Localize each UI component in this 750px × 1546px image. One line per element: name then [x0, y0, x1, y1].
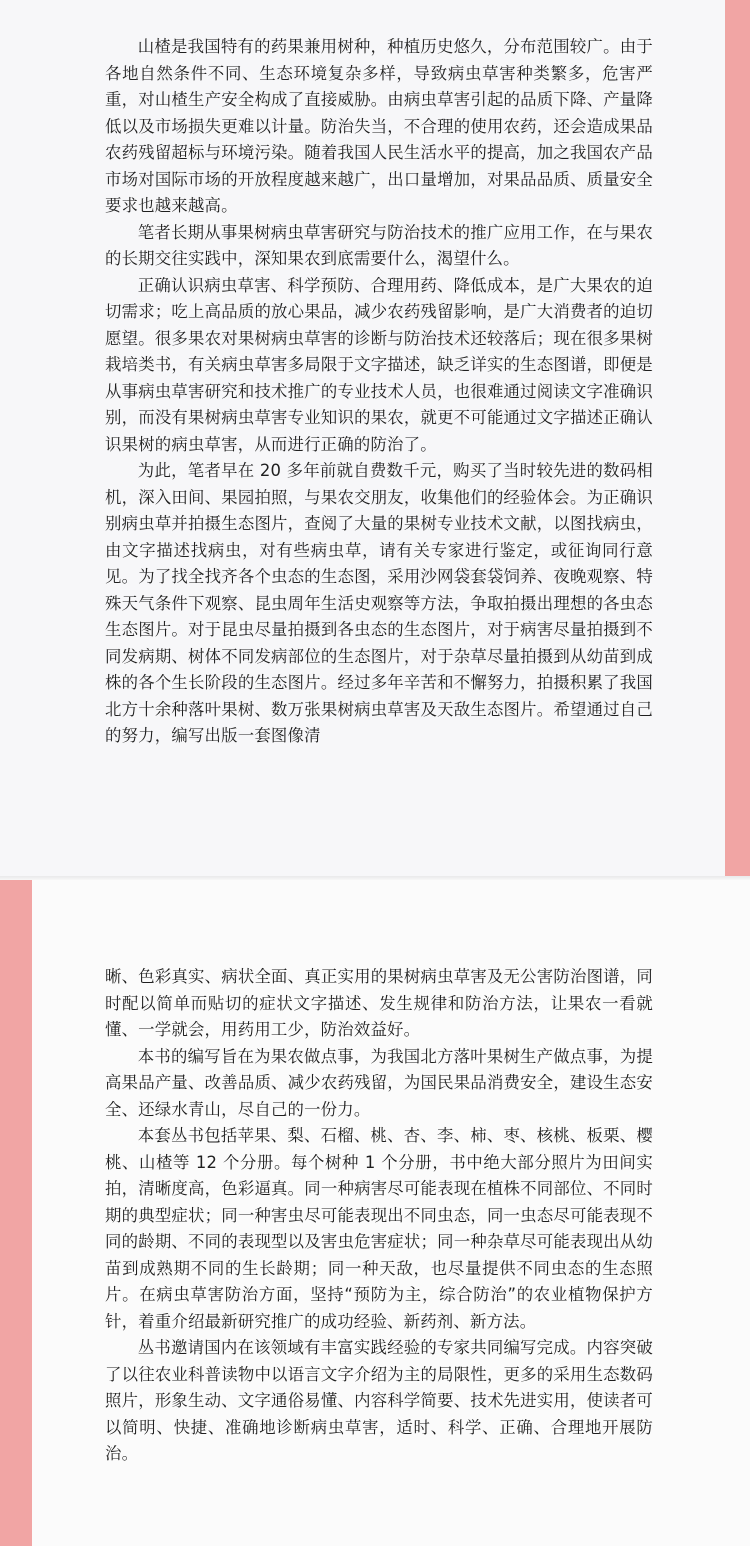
- paragraph: 本书的编写旨在为果农做点事，为我国北方落叶果树生产做点事，为提高果品产量、改善品质、减少农药残留，为国民果品消费安全，建设生态安全、还绿水青山，尽自己的一份力。: [105, 1046, 653, 1119]
- paragraph: 丛书邀请国内在该领域有丰富实践经验的专家共同编写完成。内容突破了以往农业科普读物中以语言文字介绍为主的局限性，更多的采用生态数码照片，形象生动、文字通俗易懂、内容科学简要、技术先进实用，使读者可以简明、快捷、准确地诊断病虫草害，适时、科学、正确、合理地开展防治。: [105, 1338, 653, 1463]
- paragraph: 笔者长期从事果树病虫草害研究与防治技术的推广应用工作，在与果农的长期交往实践中，深知果农到底需要什么，渴望什么。: [105, 222, 653, 268]
- page-two-body: [105, 964, 653, 1468]
- paragraph: 山楂是我国特有的药果兼用树种，种植历史悠久，分布范围较广。由于各地自然条件不同、生态环境复杂多样，导致病虫草害种类繁多，危害严重，对山楂生产安全构成了直接威胁。由病虫草害引起的品质下降、产量降低以及市场损失更难以计量。防治失当，不合理的使用农药，还会造成果品农药残留超标与环境污染。随着我国人民生活水平的提高，加之我国农产品市场对国际市场的开放程度越来越广，出口量增加，对果品品质、质量安全要求也越来越高。: [105, 37, 653, 215]
- page-edge-stripe: [725, 0, 750, 880]
- paragraph-continuation: 晰、色彩真实、病状全面、真正实用的果树病虫草害及无公害防治图谱，同时配以简单而贴切的症状文字描述、发生规律和防治方法，让果农一看就懂、一学就会，用药用工少，防治效益好。: [105, 967, 653, 1039]
- paragraph: 本套丛书包括苹果、梨、石榴、桃、杏、李、柿、枣、核桃、板栗、樱桃、山楂等 12 个分册。每个树种 1 个分册，书中绝大部分照片为田间实拍，清晰度高，色彩逼真。同一种病害尽可能表现在植株不同部位、不同时期的典型症状；同一种害虫尽可能表现出不同虫态，同一虫态尽可能表现不同的龄期、不同的表现型以及害虫危害症状；同一种杂草尽可能表现出从幼苗到成熟期不同的生长龄期；同一种天敌，也尽量提供不同虫态的生态照片。在病虫草害防治方面，坚持“预防为主，综合防治”的农业植物保护方针，着重介绍最新研究推广的成功经验、新药剂、新方法。: [105, 1126, 653, 1331]
- page-edge-stripe: [0, 880, 32, 1546]
- paragraph: 为此，笔者早在 20 多年前就自费数千元，购买了当时较先进的数码相机，深入田间、果园拍照，与果农交朋友，收集他们的经验体会。为正确识别病虫草并拍摄生态图片，查阅了大量的果树专业技术文献，以图找病虫，由文字描述找病虫，对有些病虫草，请有关专家进行鉴定，或征询同行意见。为了找全找齐各个虫态的生态图，采用沙网袋套袋饲养、夜晚观察、特殊天气条件下观察、昆虫周年生活史观察等方法，争取拍摄出理想的各虫态生态图片。对于昆虫尽量拍摄到各虫态的生态图片，对于病害尽量拍摄到不同发病期、树体不同发病部位的生态图片，对于杂草尽量拍摄到从幼苗到成株的各个生长阶段的生态图片。经过多年辛苦和不懈努力，拍摄积累了我国北方十余种落叶果树、数万张果树病虫草害及天敌生态图片。希望通过自己的努力，编写出版一套图像清: [105, 461, 653, 745]
- paragraph: 正确认识病虫草害、科学预防、合理用药、降低成本，是广大果农的迫切需求；吃上高品质的放心果品，减少农药残留影响，是广大消费者的迫切愿望。很多果农对果树病虫草害的诊断与防治技术还较落后；现在很多果树栽培类书，有关病虫草害多局限于文字描述，缺乏详实的生态图谱，即便是从事病虫草害研究和技术推广的专业技术人员，也很难通过阅读文字准确识别，而没有果树病虫草害专业知识的果农，就更不可能通过文字描述正确认识果树的病虫草害，从而进行正确的防治了。: [105, 275, 653, 454]
- page-two: [0, 880, 750, 1546]
- page-one-body: [105, 34, 653, 750]
